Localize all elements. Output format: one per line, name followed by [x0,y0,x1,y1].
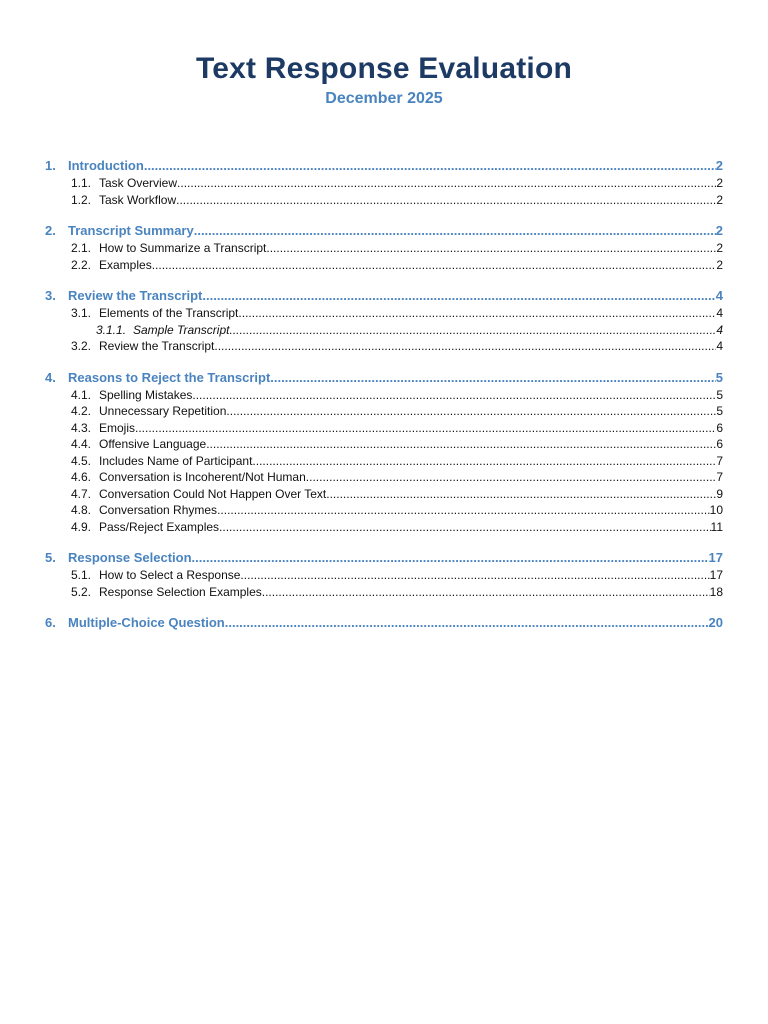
toc-dot-leader [262,584,710,601]
toc-section [45,368,723,536]
toc-entry-subsection[interactable] [45,403,723,420]
toc-dot-leader [176,192,716,209]
toc-entry-label: Conversation is Incoherent/Not Human [99,470,306,484]
toc-dot-leader [252,453,716,470]
toc-dot-leader [206,436,716,453]
toc-entry-number: 4.7. [71,486,92,501]
toc-entry-page: 4 [716,322,723,337]
toc-entry-label: Response Selection [68,550,192,565]
toc-entry-page: 2 [715,158,723,173]
toc-entry-subsection[interactable] [45,257,723,274]
toc-entry-label: Introduction [68,158,144,173]
toc-entry-page: 18 [709,584,723,599]
toc-entry-chapter[interactable] [45,156,723,175]
toc-dot-leader [152,257,717,274]
toc-dot-leader [225,613,709,632]
toc-entry-page: 7 [716,470,723,484]
toc-entry-subsection[interactable] [45,175,723,192]
toc-entry-subsection[interactable] [45,338,723,355]
toc-entry-page: 6 [716,437,723,451]
toc-entry-label: Task Workflow [99,192,177,207]
toc-dot-leader [270,368,715,387]
toc-dot-leader [202,286,715,305]
toc-dot-leader [238,305,716,322]
toc-dot-leader [192,548,709,567]
toc-entry-page: 7 [716,453,723,468]
document-subtitle: December 2025 [325,90,443,107]
toc-entry-label: Multiple-Choice Question [68,615,225,630]
toc-entry-subsubsection[interactable] [45,322,723,339]
toc-dot-leader [306,469,717,486]
toc-entry-page: 4 [716,306,723,320]
toc-dot-leader [326,486,716,503]
toc-dot-leader [266,240,716,257]
toc-section [45,156,723,208]
toc-entry-page: 2 [716,241,723,255]
toc-entry-subsection[interactable] [45,420,723,437]
toc-entry-page: 5 [716,387,723,402]
toc-entry-subsection[interactable] [45,567,723,584]
toc-entry-number: 1.2. [71,192,92,207]
toc-entry-number: 4.8. [71,503,92,517]
toc-entry-number: 4. [45,369,56,385]
toc-entry-subsection[interactable] [45,584,723,601]
toc-entry-chapter[interactable] [45,548,723,567]
toc-dot-leader [229,322,716,339]
toc-entry-chapter[interactable] [45,368,723,387]
toc-entry-subsection[interactable] [45,502,723,519]
toc-entry-page: 4 [716,339,723,353]
toc-dot-leader [135,420,716,437]
toc-entry-number: 2.2. [71,257,92,272]
toc-dot-leader [194,221,716,240]
toc-entry-number: 3.1. [71,306,92,320]
toc-entry-number: 4.5. [71,453,92,468]
toc-entry-chapter[interactable] [45,613,723,632]
toc-dot-leader [219,519,710,536]
toc-entry-label: Review the Transcript [68,288,203,303]
toc-entry-page: 17 [709,568,723,582]
toc-entry-subsection[interactable] [45,469,723,486]
toc-entry-number: 3.1.1. [96,322,127,337]
toc-entry-number: 1. [45,158,56,173]
toc-entry-label: Conversation Could Not Happen Over Text [99,486,327,501]
toc-entry-label: Offensive Language [99,437,207,451]
toc-entry-page: 9 [716,486,723,501]
toc-entry-page: 2 [715,223,723,238]
toc-entry-subsection[interactable] [45,453,723,470]
toc-entry-page: 5 [715,369,723,385]
toc-entry-number: 1.1. [71,176,92,190]
table-of-contents [45,156,723,645]
toc-entry-number: 4.9. [71,519,92,534]
toc-entry-subsection[interactable] [45,486,723,503]
toc-entry-chapter[interactable] [45,286,723,305]
toc-entry-page: 2 [716,176,723,190]
toc-entry-label: Conversation Rhymes [99,503,218,517]
toc-entry-number: 2.1. [71,241,92,255]
toc-entry-number: 4.6. [71,470,92,484]
toc-entry-number: 4.1. [71,387,92,402]
toc-dot-leader [214,338,716,355]
toc-entry-subsection[interactable] [45,436,723,453]
document-title: Text Response Evaluation [195,52,572,85]
toc-entry-number: 3. [45,288,56,303]
toc-entry-label: How to Select a Response [99,568,241,582]
toc-entry-page: 17 [708,550,723,565]
toc-entry-label: How to Summarize a Transcript [99,241,267,255]
toc-entry-label: Review the Transcript [99,339,215,353]
toc-entry-page: 2 [716,192,723,207]
toc-entry-label: Includes Name of Participant [99,453,253,468]
toc-entry-label: Pass/Reject Examples [99,519,220,534]
toc-dot-leader [226,403,716,420]
toc-dot-leader [240,567,709,584]
toc-entry-label: Spelling Mistakes [99,387,193,402]
toc-dot-leader [217,502,710,519]
toc-dot-leader [144,156,716,175]
toc-entry-page: 5 [716,404,723,418]
toc-entry-page: 6 [716,420,723,435]
toc-section [45,548,723,600]
toc-entry-page: 2 [716,257,723,272]
toc-entry-subsection[interactable] [45,240,723,257]
toc-entry-page: 10 [709,503,723,517]
toc-entry-label: Reasons to Reject the Transcript [68,369,271,385]
toc-entry-number: 4.3. [71,420,92,435]
toc-entry-number: 2. [45,223,56,238]
toc-entry-label: Unnecessary Repetition [99,404,227,418]
toc-entry-subsection[interactable] [45,519,723,536]
toc-dot-leader [192,387,716,404]
toc-entry-number: 6. [45,615,56,630]
toc-entry-chapter[interactable] [45,221,723,240]
toc-dot-leader [177,175,716,192]
toc-entry-subsection[interactable] [45,387,723,404]
toc-entry-page: 4 [715,288,723,303]
toc-entry-number: 3.2. [71,339,92,353]
toc-entry-label: Response Selection Examples [99,584,262,599]
toc-section [45,613,723,632]
toc-section [45,286,723,355]
toc-entry-number: 4.4. [71,437,92,451]
toc-entry-page: 11 [710,519,723,534]
toc-entry-subsection[interactable] [45,192,723,209]
toc-entry-number: 5.1. [71,568,92,582]
toc-entry-subsection[interactable] [45,305,723,322]
toc-entry-label: Transcript Summary [68,223,194,238]
toc-entry-page: 20 [708,615,723,630]
toc-entry-label: Emojis [99,420,136,435]
toc-entry-number: 4.2. [71,404,92,418]
toc-entry-label: Task Overview [99,176,178,190]
toc-section [45,221,723,273]
toc-entry-label: Sample Transcript [133,322,230,337]
toc-entry-number: 5.2. [71,584,92,599]
toc-entry-number: 5. [45,550,56,565]
toc-entry-label: Examples [99,257,152,272]
toc-entry-label: Elements of the Transcript [99,306,239,320]
